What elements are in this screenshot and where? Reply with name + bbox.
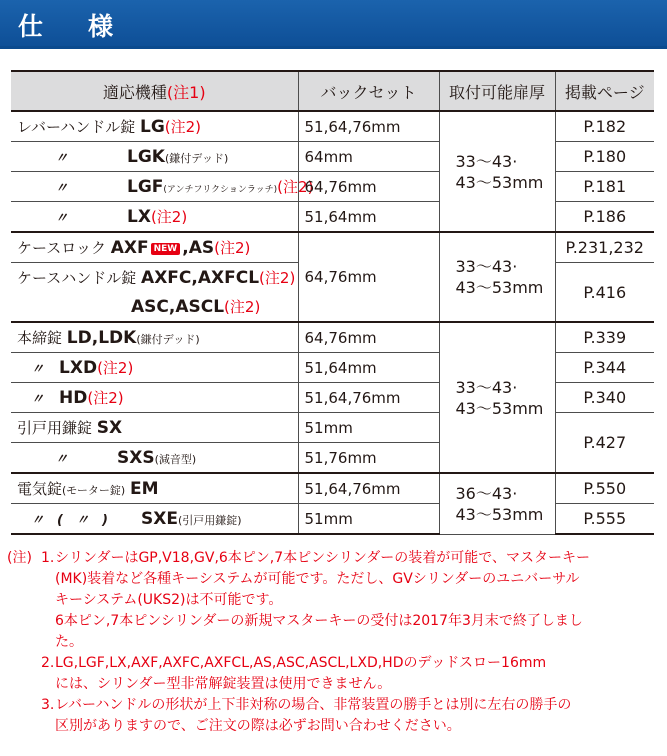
header-thickness: 取付可能扉厚: [439, 71, 555, 111]
backset-cell: 51,76mm: [298, 443, 439, 474]
page-cell: P.181: [555, 172, 654, 202]
page-cell: P.344: [555, 353, 654, 383]
page-cell: P.231,232: [555, 232, 654, 263]
model-cell: ケースハンドル錠 AXFC,AXFCL(注2): [11, 263, 298, 293]
table-row: [11, 413, 654, 443]
model-cell: ASC,ASCL(注2): [11, 292, 298, 322]
thickness-cell: 33～43· 43～53mm: [439, 322, 555, 473]
header-model: 適応機種(注1): [11, 71, 298, 111]
model-cell: 〃 LX(注2): [11, 202, 298, 233]
backset-cell: 51,64,76mm: [298, 111, 439, 142]
page-cell: P.180: [555, 142, 654, 172]
model-cell: 〃 LGF(アンチフリクションラッチ)(注2): [11, 172, 298, 202]
page-cell: P.416: [555, 263, 654, 323]
backset-cell: 51mm: [298, 413, 439, 443]
new-badge: NEW: [151, 243, 181, 255]
header-page: 掲載ページ: [555, 71, 654, 111]
table-row: [11, 202, 654, 233]
thickness-cell: 33～43· 43～53mm: [439, 232, 555, 322]
table-row: [11, 232, 654, 263]
spec-table: [11, 70, 654, 535]
page-cell: P.339: [555, 322, 654, 353]
model-cell: 〃 HD(注2): [11, 383, 298, 413]
page-cell: P.182: [555, 111, 654, 142]
table-row: [11, 111, 654, 142]
backset-cell: 64mm: [298, 142, 439, 172]
backset-cell: 51,64mm: [298, 202, 439, 233]
backset-cell: 51,64,76mm: [298, 473, 439, 504]
notes-section: [7, 548, 659, 737]
table-row: [11, 383, 654, 413]
model-cell: 引戸用鎌錠 SX: [11, 413, 298, 443]
thickness-cell: 33～43· 43～53mm: [439, 111, 555, 232]
page-cell: P.427: [555, 413, 654, 474]
model-cell: レバーハンドル錠 LG(注2): [11, 111, 298, 142]
backset-cell: 64,76mm: [298, 322, 439, 353]
section-title-bar: [0, 0, 667, 46]
table-row: [11, 353, 654, 383]
table-row: [11, 142, 654, 172]
model-cell: 本締錠 LD,LDK(鎌付デッド): [11, 322, 298, 353]
note-item: 2. LG,LGF,LX,AXF,AXFC,AXFCL,AS,ASC,ASCL,LXD,HDのデッドスロー16mm には、シリンダー型非常解錠装置は使用できません。: [41, 655, 547, 692]
page-cell: P.550: [555, 473, 654, 504]
title-underline: [0, 46, 667, 49]
model-cell: 電気錠(モーター錠) EM: [11, 473, 298, 504]
thickness-cell: 36～43· 43～53mm: [439, 473, 555, 534]
model-cell: 〃 LXD(注2): [11, 353, 298, 383]
page-cell: P.340: [555, 383, 654, 413]
note-item: (注) 1. シリンダーはGP,V18,GV,6本ピン,7本ピンシリンダーの装着が可能で、マスターキー (MK)装着など各種キーシステムが可能です。ただし、GVシリンダーのユニバーサル キーシステム(UKS2)は不可能です。 6本ピン,7本ピンシリンダーの新規マスターキーの受付は2017年3月末で終了しまし た。: [7, 548, 659, 653]
model-cell: 〃 SXS(減音型): [11, 443, 298, 474]
page-cell: P.555: [555, 504, 654, 535]
table-row: [11, 504, 654, 535]
backset-cell: 51mm: [298, 504, 439, 535]
backset-cell: 51,64,76mm: [298, 383, 439, 413]
model-cell: ケースロック AXF NEW ,AS(注2): [11, 232, 298, 263]
model-cell: 〃 LGK(鎌付デッド): [11, 142, 298, 172]
backset-cell: 64,76mm: [298, 232, 439, 322]
table-row: [11, 322, 654, 353]
header-backset: バックセット: [298, 71, 439, 111]
model-cell: 〃 ( 〃 ) SXE(引戸用鎌錠): [11, 504, 298, 535]
backset-cell: 64,76mm: [298, 172, 439, 202]
table-header-row: [11, 71, 654, 111]
table-row: [11, 473, 654, 504]
note-item: 3. レバーハンドルの形状が上下非対称の場合、非常装置の勝手とは別に左右の勝手の 区別がありますので、ご注文の際は必ずお問い合わせください。: [41, 697, 572, 734]
table-row: [11, 172, 654, 202]
backset-cell: 51,64mm: [298, 353, 439, 383]
section-title: 仕 様: [18, 12, 124, 41]
notes-label: (注): [7, 550, 32, 566]
page-cell: P.186: [555, 202, 654, 233]
